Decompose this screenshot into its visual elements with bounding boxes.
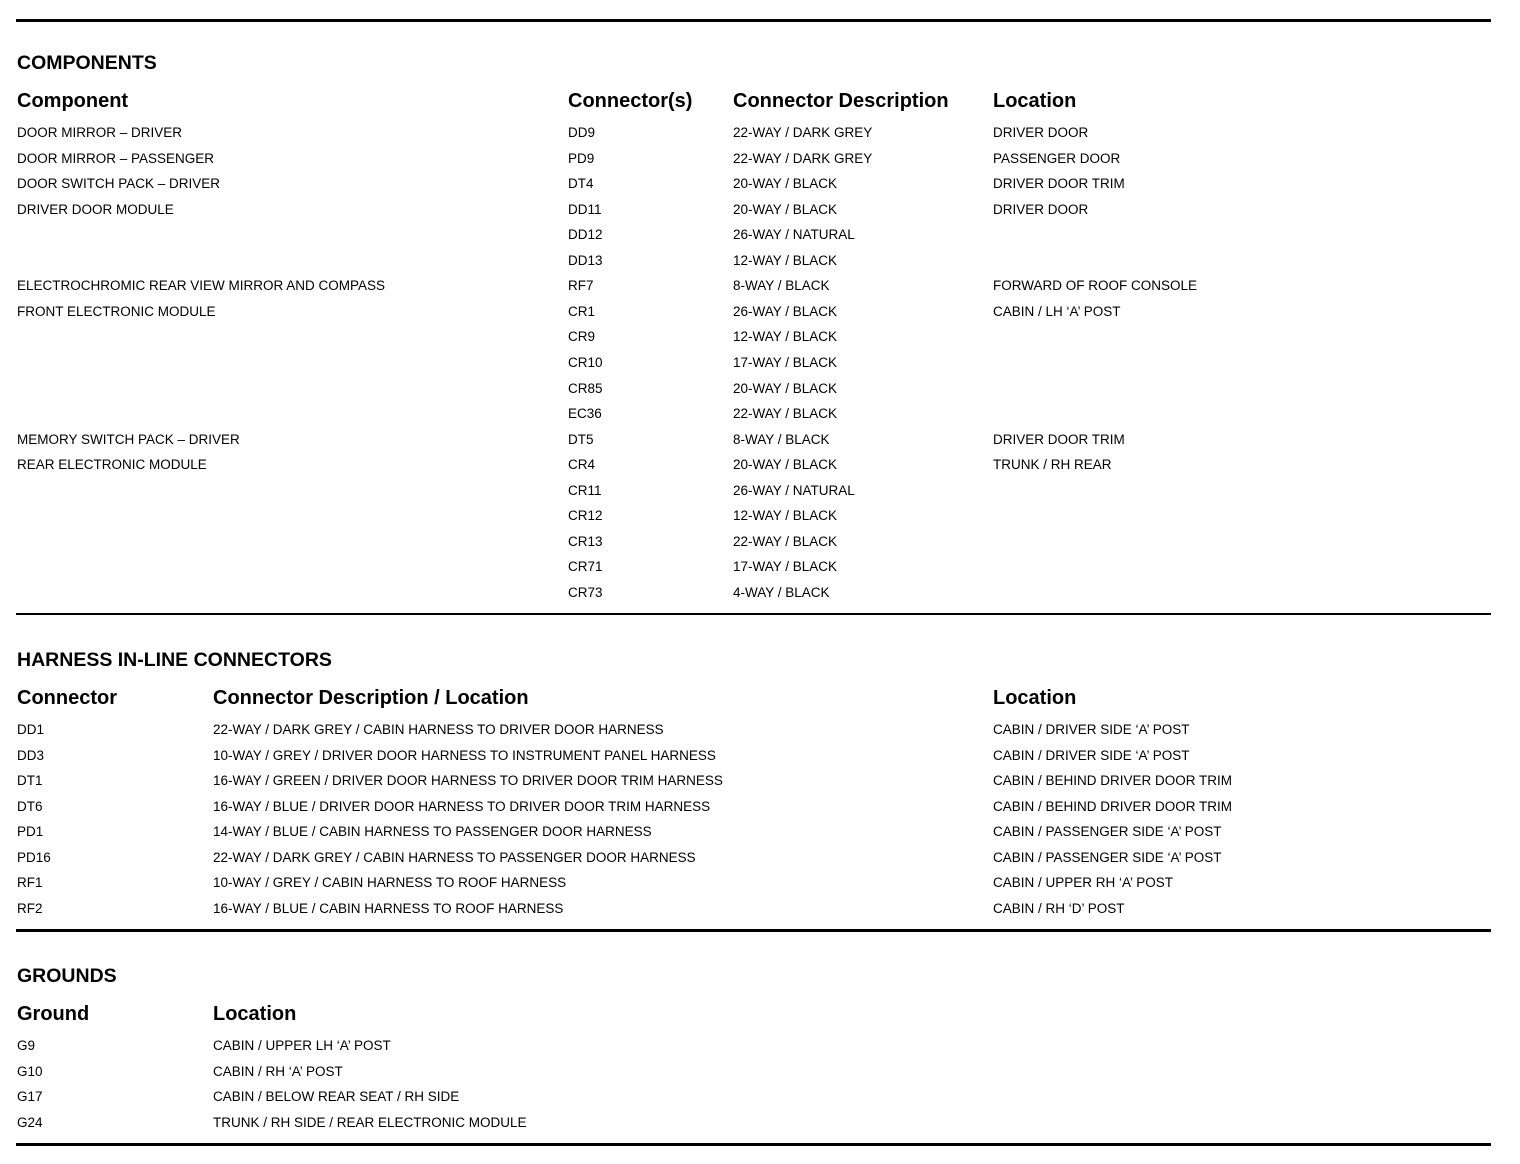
connector-id-cell: PD9: [568, 150, 595, 166]
connector-description-cell: 20-WAY / BLACK: [733, 457, 838, 473]
ground-id-cell: G9: [17, 1038, 36, 1053]
table-row: [0, 431, 1520, 457]
connector-id-cell: RF1: [17, 875, 43, 891]
table-row: [0, 584, 1520, 610]
connector-description-cell: 26-WAY / NATURAL: [733, 227, 855, 243]
connector-id-cell: DD3: [17, 747, 45, 763]
table-row: [0, 124, 1520, 150]
location-cell: DRIVER DOOR: [993, 125, 1089, 140]
components-header-connectors: Connector(s): [568, 90, 693, 112]
connector-id-cell: EC36: [568, 406, 602, 422]
connector-id-cell: CR9: [568, 329, 596, 345]
table-row: [0, 772, 1520, 798]
connector-id-cell: CR85: [568, 380, 603, 396]
connector-description-cell: 8-WAY / BLACK: [733, 431, 830, 447]
connector-description-cell: 14-WAY / BLUE / CABIN HARNESS TO PASSENGER DOOR HARNESS: [213, 824, 652, 840]
table-row: [0, 874, 1520, 900]
harness-header-location: Location: [993, 687, 1077, 709]
component-name-cell: FRONT ELECTRONIC MODULE: [17, 303, 216, 319]
table-row: [0, 1063, 1520, 1089]
connector-description-cell: 26-WAY / BLACK: [733, 303, 838, 319]
location-cell: FORWARD OF ROOF CONSOLE: [993, 278, 1198, 294]
connector-description-cell: 20-WAY / BLACK: [733, 176, 838, 192]
location-cell: TRUNK / RH SIDE / REAR ELECTRONIC MODULE: [213, 1114, 527, 1130]
location-cell: DRIVER DOOR TRIM: [993, 431, 1125, 447]
ground-id-cell: G10: [17, 1063, 43, 1079]
connector-description-cell: 16-WAY / BLUE / DRIVER DOOR HARNESS TO DRIVER DOOR TRIM HARNESS: [213, 798, 711, 814]
location-cell: DRIVER DOOR: [993, 201, 1089, 217]
component-name-cell: MEMORY SWITCH PACK – DRIVER: [17, 431, 240, 447]
component-name-cell: ELECTROCHROMIC REAR VIEW MIRROR AND COMPASS: [17, 278, 386, 294]
connector-id-cell: CR71: [568, 559, 603, 575]
connector-id-cell: CR73: [568, 584, 603, 600]
location-cell: CABIN / UPPER RH ‘A’ POST: [993, 875, 1174, 891]
connector-id-cell: DD13: [568, 252, 603, 268]
components-divider: [16, 613, 1491, 615]
connector-description-cell: 16-WAY / GREEN / DRIVER DOOR HARNESS TO DRIVER DOOR TRIM HARNESS: [213, 773, 723, 789]
connector-description-cell: 4-WAY / BLACK: [733, 584, 830, 600]
location-cell: DRIVER DOOR TRIM: [993, 176, 1125, 192]
location-cell: CABIN / DRIVER SIDE ‘A’ POST: [993, 722, 1190, 737]
connector-description-cell: 20-WAY / BLACK: [733, 201, 838, 217]
connector-id-cell: CR13: [568, 533, 603, 549]
table-row: [0, 823, 1520, 849]
connector-id-cell: CR11: [568, 482, 602, 498]
table-row: [0, 558, 1520, 584]
table-row: [0, 328, 1520, 354]
table-row: [0, 405, 1520, 431]
connector-description-cell: 10-WAY / GREY / DRIVER DOOR HARNESS TO INSTRUMENT PANEL HARNESS: [213, 747, 716, 763]
table-row: [0, 201, 1520, 227]
location-cell: PASSENGER DOOR: [993, 150, 1121, 166]
component-name-cell: DOOR MIRROR – PASSENGER: [17, 150, 215, 166]
connector-id-cell: DT5: [568, 431, 594, 447]
table-row: [0, 798, 1520, 824]
location-cell: CABIN / RH ‘A’ POST: [213, 1063, 343, 1079]
table-row: [0, 175, 1520, 201]
table-row: [0, 747, 1520, 773]
grounds-section-title: GROUNDS: [17, 965, 117, 987]
connector-id-cell: DD9: [568, 125, 596, 140]
components-header-component: Component: [17, 90, 129, 112]
table-row: [0, 150, 1520, 176]
connector-description-cell: 16-WAY / BLUE / CABIN HARNESS TO ROOF HARNESS: [213, 900, 564, 916]
table-row: [0, 226, 1520, 252]
table-row: [0, 507, 1520, 533]
harness-section-title: HARNESS IN-LINE CONNECTORS: [17, 649, 332, 671]
grounds-header-ground: Ground: [17, 1003, 90, 1025]
component-name-cell: REAR ELECTRONIC MODULE: [17, 457, 207, 473]
bottom-divider: [16, 1143, 1491, 1146]
components-section-title: COMPONENTS: [17, 52, 157, 74]
connector-description-cell: 12-WAY / BLACK: [733, 329, 838, 345]
location-cell: TRUNK / RH REAR: [993, 457, 1112, 473]
connector-description-cell: 8-WAY / BLACK: [733, 278, 830, 294]
connector-id-cell: CR4: [568, 457, 596, 473]
location-cell: CABIN / UPPER LH ‘A’ POST: [213, 1038, 391, 1053]
table-row: [0, 900, 1520, 926]
table-row: [0, 721, 1520, 747]
table-row: [0, 1114, 1520, 1140]
connector-id-cell: DT6: [17, 798, 43, 814]
table-row: [0, 1088, 1520, 1114]
grounds-header-location: Location: [213, 1003, 297, 1025]
components-header-description: Connector Description: [733, 90, 949, 112]
connector-description-cell: 17-WAY / BLACK: [733, 559, 838, 575]
table-row: [0, 354, 1520, 380]
connector-id-cell: DT1: [17, 773, 43, 789]
connector-description-cell: 12-WAY / BLACK: [733, 252, 838, 268]
harness-divider: [16, 929, 1491, 932]
connector-id-cell: RF2: [17, 900, 43, 916]
location-cell: CABIN / PASSENGER SIDE ‘A’ POST: [993, 849, 1222, 865]
connector-id-cell: PD1: [17, 824, 44, 840]
location-cell: CABIN / LH ‘A’ POST: [993, 303, 1121, 319]
component-name-cell: DRIVER DOOR MODULE: [17, 201, 174, 217]
location-cell: CABIN / RH ‘D’ POST: [993, 900, 1125, 916]
table-row: [0, 252, 1520, 278]
connector-id-cell: CR1: [568, 303, 596, 319]
connector-description-cell: 22-WAY / BLACK: [733, 533, 838, 549]
connector-description-cell: 26-WAY / NATURAL: [733, 482, 855, 498]
connector-id-cell: PD16: [17, 849, 51, 865]
table-row: [0, 380, 1520, 406]
connector-description-cell: 22-WAY / DARK GREY / CABIN HARNESS TO PASSENGER DOOR HARNESS: [213, 849, 696, 865]
connector-description-cell: 17-WAY / BLACK: [733, 354, 838, 370]
connector-id-cell: CR10: [568, 354, 603, 370]
connector-id-cell: RF7: [568, 278, 594, 294]
location-cell: CABIN / BELOW REAR SEAT / RH SIDE: [213, 1089, 460, 1105]
connector-description-cell: 22-WAY / DARK GREY: [733, 125, 873, 140]
location-cell: CABIN / PASSENGER SIDE ‘A’ POST: [993, 824, 1222, 840]
table-row: [0, 277, 1520, 303]
connector-id-cell: DD1: [17, 722, 45, 737]
connector-id-cell: DT4: [568, 176, 594, 192]
location-cell: CABIN / DRIVER SIDE ‘A’ POST: [993, 747, 1190, 763]
harness-header-description: Connector Description / Location: [213, 687, 529, 709]
table-row: [0, 456, 1520, 482]
components-header-location: Location: [993, 90, 1077, 112]
connector-description-cell: 22-WAY / DARK GREY / CABIN HARNESS TO DRIVER DOOR HARNESS: [213, 722, 664, 737]
connector-description-cell: 22-WAY / DARK GREY: [733, 150, 873, 166]
connector-description-cell: 20-WAY / BLACK: [733, 380, 838, 396]
connector-description-cell: 10-WAY / GREY / CABIN HARNESS TO ROOF HARNESS: [213, 875, 567, 891]
location-cell: CABIN / BEHIND DRIVER DOOR TRIM: [993, 798, 1233, 814]
component-name-cell: DOOR SWITCH PACK – DRIVER: [17, 176, 221, 192]
top-divider: [16, 19, 1491, 22]
location-cell: CABIN / BEHIND DRIVER DOOR TRIM: [993, 773, 1233, 789]
table-row: [0, 482, 1520, 508]
table-row: [0, 1037, 1520, 1063]
connector-description-cell: 22-WAY / BLACK: [733, 406, 838, 422]
connector-id-cell: DD12: [568, 227, 603, 243]
connector-description-cell: 12-WAY / BLACK: [733, 508, 838, 524]
table-row: [0, 849, 1520, 875]
connector-id-cell: DD11: [568, 201, 602, 217]
component-name-cell: DOOR MIRROR – DRIVER: [17, 125, 183, 140]
table-row: [0, 303, 1520, 329]
connector-id-cell: CR12: [568, 508, 603, 524]
table-row: [0, 533, 1520, 559]
ground-id-cell: G17: [17, 1089, 43, 1105]
harness-header-connector: Connector: [17, 687, 117, 709]
ground-id-cell: G24: [17, 1114, 43, 1130]
